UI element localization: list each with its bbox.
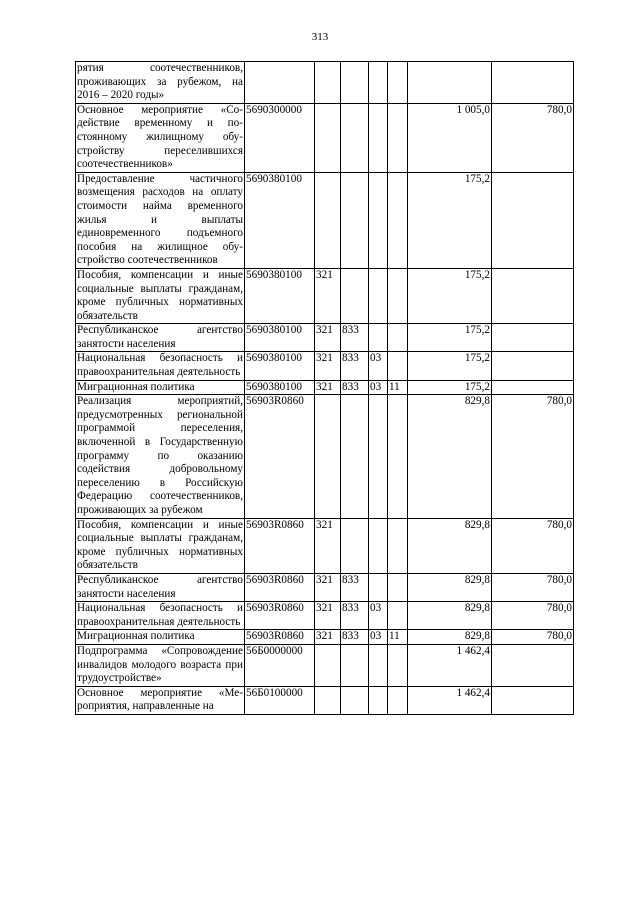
row-sum1-cell: 175,2 — [408, 324, 492, 352]
row-pr-cell — [388, 172, 408, 268]
row-code-cell: 5690380100 — [245, 172, 315, 268]
table-row — [76, 62, 574, 104]
row-sum1-cell: 175,2 — [408, 380, 492, 395]
row-name-cell: Реализация мероприятий, предусмотренных региональной программой переселения, включенной в Государственную программу по оказанию содействия добровольному переселению в Российскую Федерацию соотечественников, проживающих за рубежом — [76, 395, 245, 518]
row-sum2-cell: 780,0 — [492, 395, 574, 518]
row-sum1-cell: 829,8 — [408, 518, 492, 573]
row-code-cell: 56903R0860 — [245, 630, 315, 645]
budget-table-body — [76, 62, 574, 715]
row-vr-cell: 321 — [315, 518, 341, 573]
row-name-cell: Пособия, компенсации и иные социальные выплаты гражданам, кроме публичных нормативных обязательств — [76, 268, 245, 323]
row-grbs-cell: 833 — [341, 352, 369, 380]
row-grbs-cell — [341, 103, 369, 172]
row-rz-cell — [369, 172, 388, 268]
row-name-cell: Миграционная политика — [76, 380, 245, 395]
table-row — [76, 380, 574, 395]
table-row — [76, 103, 574, 172]
row-vr-cell: 321 — [315, 324, 341, 352]
table-row — [76, 518, 574, 573]
table-row — [76, 395, 574, 518]
row-sum2-cell — [492, 380, 574, 395]
row-code-cell: 5690380100 — [245, 380, 315, 395]
row-sum1-cell: 829,8 — [408, 602, 492, 630]
row-sum2-cell — [492, 62, 574, 104]
row-grbs-cell: 833 — [341, 573, 369, 601]
row-rz-cell: 03 — [369, 380, 388, 395]
row-sum1-cell: 829,8 — [408, 573, 492, 601]
row-pr-cell: 11 — [388, 380, 408, 395]
row-rz-cell — [369, 324, 388, 352]
row-pr-cell — [388, 602, 408, 630]
row-sum1-cell: 175,2 — [408, 172, 492, 268]
row-pr-cell — [388, 518, 408, 573]
row-vr-cell: 321 — [315, 630, 341, 645]
row-sum1-cell: 829,8 — [408, 395, 492, 518]
row-pr-cell — [388, 395, 408, 518]
row-pr-cell — [388, 686, 408, 714]
row-code-cell: 5690380100 — [245, 268, 315, 323]
row-vr-cell: 321 — [315, 380, 341, 395]
row-vr-cell — [315, 395, 341, 518]
table-row — [76, 630, 574, 645]
row-pr-cell — [388, 644, 408, 686]
row-vr-cell: 321 — [315, 268, 341, 323]
table-row — [76, 352, 574, 380]
table-row — [76, 686, 574, 714]
row-vr-cell — [315, 103, 341, 172]
row-sum2-cell: 780,0 — [492, 602, 574, 630]
row-code-cell: 56Б0000000 — [245, 644, 315, 686]
row-sum2-cell — [492, 268, 574, 323]
row-code-cell: 5690380100 — [245, 352, 315, 380]
row-grbs-cell — [341, 686, 369, 714]
row-rz-cell — [369, 395, 388, 518]
row-vr-cell — [315, 62, 341, 104]
row-grbs-cell — [341, 395, 369, 518]
row-vr-cell: 321 — [315, 352, 341, 380]
budget-table — [75, 61, 574, 715]
row-grbs-cell — [341, 644, 369, 686]
row-pr-cell — [388, 352, 408, 380]
table-row — [76, 324, 574, 352]
row-rz-cell: 03 — [369, 352, 388, 380]
row-grbs-cell — [341, 268, 369, 323]
row-sum1-cell: 1 462,4 — [408, 686, 492, 714]
row-rz-cell — [369, 62, 388, 104]
row-code-cell — [245, 62, 315, 104]
table-row — [76, 172, 574, 268]
row-name-cell: Республиканское агентство занятости населения — [76, 573, 245, 601]
row-code-cell: 56Б0100000 — [245, 686, 315, 714]
row-vr-cell — [315, 686, 341, 714]
row-name-cell: Республиканское агентство занятости населения — [76, 324, 245, 352]
row-sum1-cell: 829,8 — [408, 630, 492, 645]
row-name-cell: Национальная безопасность и правоохранительная деятельность — [76, 352, 245, 380]
row-rz-cell — [369, 573, 388, 601]
row-grbs-cell — [341, 172, 369, 268]
row-rz-cell: 03 — [369, 602, 388, 630]
row-rz-cell — [369, 644, 388, 686]
row-sum2-cell — [492, 172, 574, 268]
row-rz-cell — [369, 518, 388, 573]
row-sum2-cell — [492, 352, 574, 380]
row-pr-cell — [388, 268, 408, 323]
row-sum2-cell — [492, 644, 574, 686]
row-sum1-cell: 175,2 — [408, 352, 492, 380]
row-name-cell: Подпрограмма «Сопровождение инвалидов молодого возраста при трудоустройстве» — [76, 644, 245, 686]
row-pr-cell — [388, 103, 408, 172]
table-row — [76, 573, 574, 601]
row-code-cell: 56903R0860 — [245, 518, 315, 573]
row-vr-cell: 321 — [315, 602, 341, 630]
row-sum1-cell — [408, 62, 492, 104]
table-row — [76, 268, 574, 323]
row-pr-cell — [388, 324, 408, 352]
row-grbs-cell: 833 — [341, 630, 369, 645]
row-rz-cell — [369, 268, 388, 323]
table-row — [76, 644, 574, 686]
row-rz-cell — [369, 686, 388, 714]
row-grbs-cell: 833 — [341, 602, 369, 630]
page-number: 313 — [311, 31, 329, 43]
row-sum1-cell: 1 005,0 — [408, 103, 492, 172]
row-sum2-cell: 780,0 — [492, 518, 574, 573]
row-pr-cell — [388, 62, 408, 104]
row-sum1-cell: 175,2 — [408, 268, 492, 323]
row-vr-cell — [315, 172, 341, 268]
row-rz-cell: 03 — [369, 630, 388, 645]
row-name-cell: Национальная безопасность и правоохранительная деятельность — [76, 602, 245, 630]
row-sum2-cell: 780,0 — [492, 573, 574, 601]
row-sum2-cell — [492, 686, 574, 714]
row-name-cell: Миграционная политика — [76, 630, 245, 645]
row-code-cell: 56903R0860 — [245, 573, 315, 601]
row-name-cell: Основное мероприятие «Мероприятия, направленные на — [76, 686, 245, 714]
row-rz-cell — [369, 103, 388, 172]
row-code-cell: 5690300000 — [245, 103, 315, 172]
row-grbs-cell: 833 — [341, 380, 369, 395]
row-name-cell: рятия соотечественников, проживающих за рубежом, на 2016 – 2020 годы» — [76, 62, 245, 104]
row-code-cell: 56903R0860 — [245, 602, 315, 630]
row-sum1-cell: 1 462,4 — [408, 644, 492, 686]
row-pr-cell: 11 — [388, 630, 408, 645]
row-grbs-cell — [341, 62, 369, 104]
row-sum2-cell: 780,0 — [492, 630, 574, 645]
row-sum2-cell — [492, 324, 574, 352]
table-row — [76, 602, 574, 630]
row-sum2-cell: 780,0 — [492, 103, 574, 172]
row-vr-cell — [315, 644, 341, 686]
row-name-cell: Пособия, компенсации и иные социальные выплаты гражданам, кроме публичных нормативных обязательств — [76, 518, 245, 573]
row-code-cell: 5690380100 — [245, 324, 315, 352]
row-code-cell: 56903R0860 — [245, 395, 315, 518]
row-name-cell: Предоставление частичного возмещения расходов на оплату стоимости найма временного жилья и выплаты единовременного подъемного пособия на жилищное обустройство соотечественников — [76, 172, 245, 268]
row-grbs-cell — [341, 518, 369, 573]
row-vr-cell: 321 — [315, 573, 341, 601]
row-name-cell: Основное мероприятие «Содействие временному и постоянному жилищному обустройству переселившихся соотечественников» — [76, 103, 245, 172]
row-grbs-cell: 833 — [341, 324, 369, 352]
row-pr-cell — [388, 573, 408, 601]
